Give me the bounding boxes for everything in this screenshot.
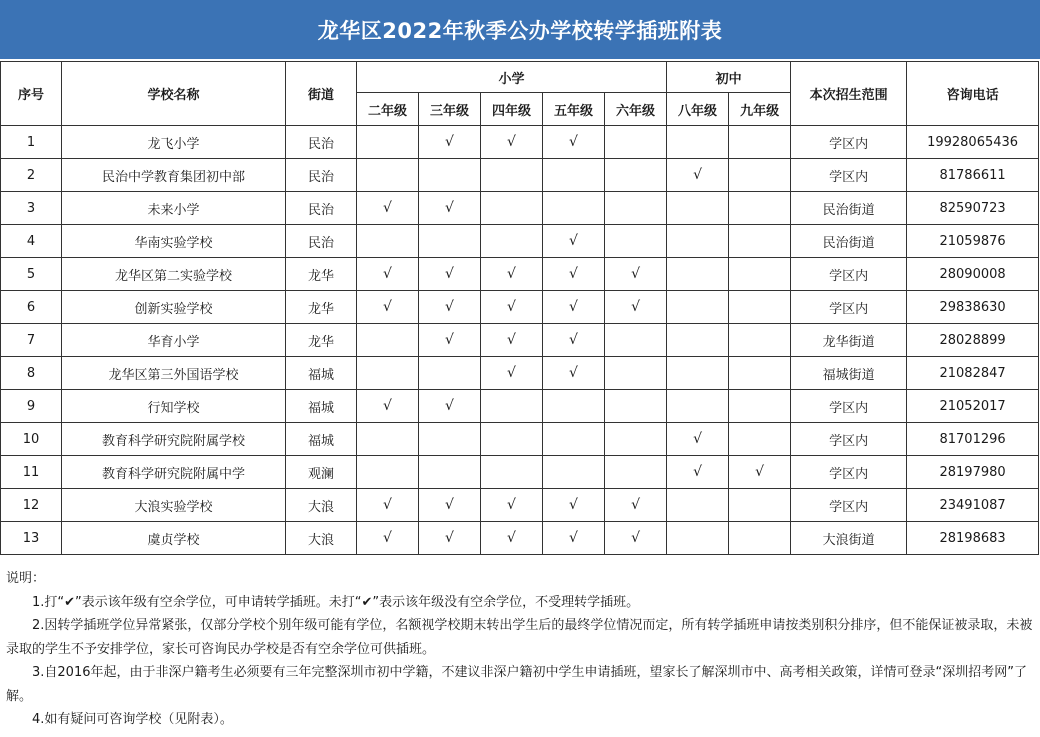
phone-number: 28198683 <box>907 522 1039 555</box>
check-mark: √ <box>357 522 419 555</box>
table-row <box>1 258 1039 291</box>
empty-cell <box>729 192 791 225</box>
street-name: 龙华 <box>286 258 357 291</box>
notes-heading: 说明： <box>6 571 46 586</box>
table-row <box>1 291 1039 324</box>
note-item: 3.自2016年起，由于非深户籍考生必须要有三年完整深圳市初中学籍，不建议非深户籍初中学生申请插班，望家长了解深圳市中、高考相关政策，详情可登录“深圳招考网”了解。 <box>6 665 1027 704</box>
street-name: 大浪 <box>286 489 357 522</box>
header-phone: 咨询电话 <box>907 62 1039 126</box>
school-name: 华育小学 <box>62 324 286 357</box>
empty-cell <box>357 324 419 357</box>
header-grade: 六年级 <box>605 93 667 126</box>
empty-cell <box>667 291 729 324</box>
check-mark: √ <box>605 489 667 522</box>
table-row <box>1 324 1039 357</box>
empty-cell <box>605 357 667 390</box>
check-mark: √ <box>419 291 481 324</box>
header-grade: 二年级 <box>357 93 419 126</box>
table-row <box>1 423 1039 456</box>
street-name: 民治 <box>286 192 357 225</box>
empty-cell <box>667 225 729 258</box>
page-title: 龙华区2022年秋季公办学校转学插班附表 <box>0 0 1040 59</box>
enroll-range: 民治街道 <box>791 225 907 258</box>
header-primary: 小学 <box>357 62 667 93</box>
phone-number: 21052017 <box>907 390 1039 423</box>
check-mark: √ <box>605 522 667 555</box>
row-no: 1 <box>1 126 62 159</box>
table-row <box>1 159 1039 192</box>
enroll-range: 学区内 <box>791 126 907 159</box>
school-name: 大浪实验学校 <box>62 489 286 522</box>
empty-cell <box>543 423 605 456</box>
empty-cell <box>605 456 667 489</box>
school-name: 未来小学 <box>62 192 286 225</box>
empty-cell <box>729 522 791 555</box>
row-no: 7 <box>1 324 62 357</box>
empty-cell <box>729 291 791 324</box>
check-mark: √ <box>419 258 481 291</box>
check-mark: √ <box>729 456 791 489</box>
empty-cell <box>729 126 791 159</box>
empty-cell <box>605 225 667 258</box>
enroll-range: 大浪街道 <box>791 522 907 555</box>
header-row-1 <box>1 62 1039 93</box>
school-name: 教育科学研究院附属中学 <box>62 456 286 489</box>
header-school: 学校名称 <box>62 62 286 126</box>
row-no: 8 <box>1 357 62 390</box>
table-row <box>1 489 1039 522</box>
check-mark: √ <box>667 456 729 489</box>
check-mark: √ <box>357 192 419 225</box>
phone-number: 81786611 <box>907 159 1039 192</box>
enroll-range: 学区内 <box>791 159 907 192</box>
empty-cell <box>357 357 419 390</box>
empty-cell <box>543 159 605 192</box>
check-mark: √ <box>357 291 419 324</box>
header-grade: 四年级 <box>481 93 543 126</box>
phone-number: 81701296 <box>907 423 1039 456</box>
phone-number: 21059876 <box>907 225 1039 258</box>
school-name: 教育科学研究院附属学校 <box>62 423 286 456</box>
check-mark: √ <box>481 357 543 390</box>
table-row <box>1 390 1039 423</box>
check-mark: √ <box>419 126 481 159</box>
table-body <box>1 126 1039 555</box>
check-mark: √ <box>543 126 605 159</box>
street-name: 福城 <box>286 390 357 423</box>
empty-cell <box>543 456 605 489</box>
phone-number: 28028899 <box>907 324 1039 357</box>
row-no: 4 <box>1 225 62 258</box>
school-name: 行知学校 <box>62 390 286 423</box>
empty-cell <box>481 423 543 456</box>
check-mark: √ <box>481 324 543 357</box>
street-name: 民治 <box>286 225 357 258</box>
header-grade: 九年级 <box>729 93 791 126</box>
street-name: 民治 <box>286 159 357 192</box>
header-grade: 八年级 <box>667 93 729 126</box>
check-mark: √ <box>605 258 667 291</box>
check-mark: √ <box>481 522 543 555</box>
school-name: 龙飞小学 <box>62 126 286 159</box>
empty-cell <box>481 159 543 192</box>
school-name: 虞贞学校 <box>62 522 286 555</box>
row-no: 3 <box>1 192 62 225</box>
street-name: 观澜 <box>286 456 357 489</box>
empty-cell <box>667 357 729 390</box>
check-mark: √ <box>357 390 419 423</box>
phone-number: 29838630 <box>907 291 1039 324</box>
empty-cell <box>419 225 481 258</box>
check-mark: √ <box>481 489 543 522</box>
empty-cell <box>357 159 419 192</box>
check-mark: √ <box>543 225 605 258</box>
school-name: 创新实验学校 <box>62 291 286 324</box>
enroll-range: 龙华街道 <box>791 324 907 357</box>
street-name: 大浪 <box>286 522 357 555</box>
row-no: 5 <box>1 258 62 291</box>
header-range: 本次招生范围 <box>791 62 907 126</box>
empty-cell <box>605 423 667 456</box>
header-grade: 三年级 <box>419 93 481 126</box>
row-no: 12 <box>1 489 62 522</box>
row-no: 9 <box>1 390 62 423</box>
check-mark: √ <box>357 258 419 291</box>
enroll-range: 学区内 <box>791 258 907 291</box>
empty-cell <box>481 390 543 423</box>
check-mark: √ <box>419 522 481 555</box>
empty-cell <box>605 324 667 357</box>
header-junior: 初中 <box>667 62 791 93</box>
check-mark: √ <box>543 291 605 324</box>
check-mark: √ <box>419 489 481 522</box>
notes <box>6 567 1034 732</box>
empty-cell <box>667 258 729 291</box>
check-mark: √ <box>419 324 481 357</box>
phone-number: 28090008 <box>907 258 1039 291</box>
empty-cell <box>419 159 481 192</box>
table-row <box>1 456 1039 489</box>
empty-cell <box>543 390 605 423</box>
row-no: 11 <box>1 456 62 489</box>
empty-cell <box>729 357 791 390</box>
street-name: 龙华 <box>286 324 357 357</box>
check-mark: √ <box>419 390 481 423</box>
empty-cell <box>605 159 667 192</box>
street-name: 福城 <box>286 357 357 390</box>
check-mark: √ <box>543 324 605 357</box>
row-no: 10 <box>1 423 62 456</box>
enroll-range: 学区内 <box>791 423 907 456</box>
empty-cell <box>667 522 729 555</box>
enroll-range: 民治街道 <box>791 192 907 225</box>
empty-cell <box>667 126 729 159</box>
check-mark: √ <box>543 522 605 555</box>
check-mark: √ <box>481 258 543 291</box>
empty-cell <box>419 423 481 456</box>
check-mark: √ <box>667 423 729 456</box>
transfer-table <box>0 61 1039 555</box>
empty-cell <box>667 489 729 522</box>
school-name: 龙华区第二实验学校 <box>62 258 286 291</box>
enroll-range: 学区内 <box>791 489 907 522</box>
row-no: 13 <box>1 522 62 555</box>
table-row <box>1 192 1039 225</box>
empty-cell <box>729 225 791 258</box>
street-name: 龙华 <box>286 291 357 324</box>
school-name: 民治中学教育集团初中部 <box>62 159 286 192</box>
phone-number: 19928065436 <box>907 126 1039 159</box>
empty-cell <box>419 357 481 390</box>
empty-cell <box>481 456 543 489</box>
empty-cell <box>357 423 419 456</box>
table-row <box>1 225 1039 258</box>
empty-cell <box>729 258 791 291</box>
street-name: 福城 <box>286 423 357 456</box>
empty-cell <box>357 225 419 258</box>
empty-cell <box>357 126 419 159</box>
check-mark: √ <box>543 489 605 522</box>
row-no: 2 <box>1 159 62 192</box>
empty-cell <box>667 324 729 357</box>
empty-cell <box>729 159 791 192</box>
check-mark: √ <box>481 126 543 159</box>
enroll-range: 学区内 <box>791 291 907 324</box>
school-name: 华南实验学校 <box>62 225 286 258</box>
phone-number: 82590723 <box>907 192 1039 225</box>
note-item: 4.如有疑问可咨询学校（见附表）。 <box>32 712 233 727</box>
check-mark: √ <box>543 258 605 291</box>
enroll-range: 学区内 <box>791 390 907 423</box>
empty-cell <box>605 126 667 159</box>
row-no: 6 <box>1 291 62 324</box>
street-name: 民治 <box>286 126 357 159</box>
check-mark: √ <box>543 357 605 390</box>
empty-cell <box>605 390 667 423</box>
note-item: 1.打“✔”表示该年级有空余学位，可申请转学插班。未打“✔”表示该年级没有空余学位，不受理转学插班。 <box>32 594 640 610</box>
empty-cell <box>667 390 729 423</box>
empty-cell <box>729 390 791 423</box>
table-row <box>1 357 1039 390</box>
check-mark: √ <box>357 489 419 522</box>
empty-cell <box>729 489 791 522</box>
check-mark: √ <box>419 192 481 225</box>
empty-cell <box>605 192 667 225</box>
empty-cell <box>667 192 729 225</box>
empty-cell <box>357 456 419 489</box>
header-no: 序号 <box>1 62 62 126</box>
school-name: 龙华区第三外国语学校 <box>62 357 286 390</box>
phone-number: 28197980 <box>907 456 1039 489</box>
phone-number: 23491087 <box>907 489 1039 522</box>
empty-cell <box>419 456 481 489</box>
check-mark: √ <box>667 159 729 192</box>
empty-cell <box>729 423 791 456</box>
check-mark: √ <box>481 291 543 324</box>
phone-number: 21082847 <box>907 357 1039 390</box>
check-mark: √ <box>605 291 667 324</box>
empty-cell <box>729 324 791 357</box>
empty-cell <box>481 192 543 225</box>
note-item: 2.因转学插班学位异常紧张，仅部分学校个别年级可能有学位，名额视学校期末转出学生后的最终学位情况而定，所有转学插班申请按类别积分排序，但不能保证被录取，未被录取的学生不予安排学位，家长可咨询民办学校是否有空余学位可供插班。 <box>6 618 1033 657</box>
enroll-range: 学区内 <box>791 456 907 489</box>
table-row <box>1 522 1039 555</box>
header-street: 街道 <box>286 62 357 126</box>
header-grade: 五年级 <box>543 93 605 126</box>
enroll-range: 福城街道 <box>791 357 907 390</box>
empty-cell <box>481 225 543 258</box>
empty-cell <box>543 192 605 225</box>
table-row <box>1 126 1039 159</box>
